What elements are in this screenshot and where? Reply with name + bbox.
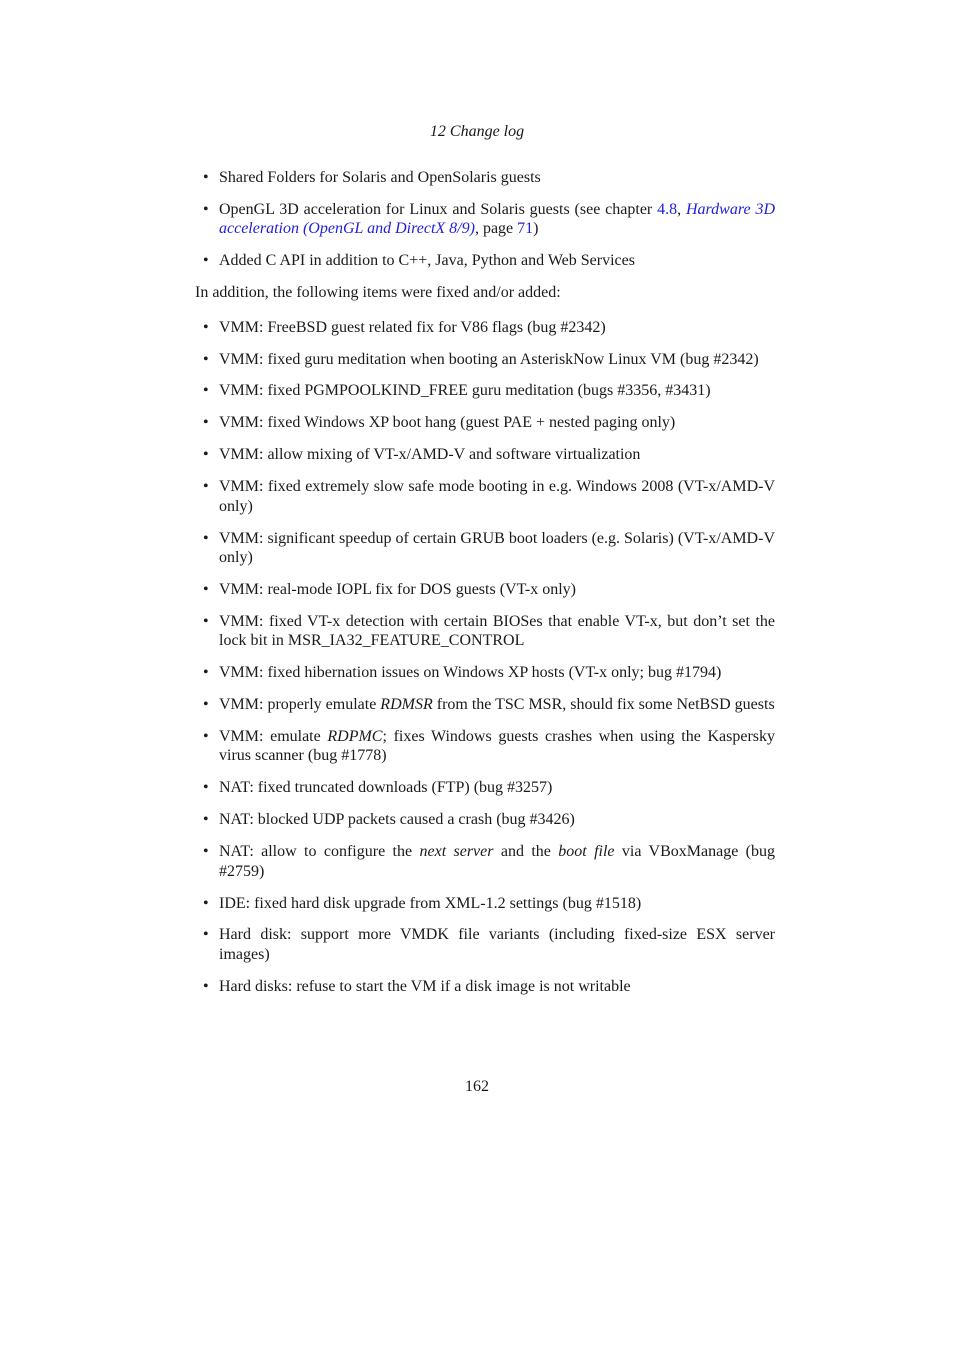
rdmsr-term: RDMSR bbox=[380, 696, 433, 714]
bullet-icon: • bbox=[203, 843, 209, 861]
list-item: • VMM: fixed VT-x detection with certain BIOSes that enable VT-x, but don’t set the lock bit in MSR_IA32_FEATURE_CONTROL bbox=[203, 612, 775, 650]
list-item-nat-config: • NAT: allow to configure the next server and the boot file via VBoxManage (bug #2759) bbox=[203, 843, 776, 880]
list-item: • VMM: significant speedup of certain GRUB boot loaders (e.g. Solaris) (VT-x/AMD-V only) bbox=[203, 529, 775, 567]
rdpmc-term: RDPMC bbox=[327, 727, 383, 745]
list-item: • VMM: FreeBSD guest related fix for V86 flags (bug #2342) bbox=[203, 318, 606, 336]
bullet-icon: • bbox=[203, 200, 209, 218]
list-item: • NAT: blocked UDP packets caused a crash (bug #3426) bbox=[203, 811, 575, 829]
bullet-icon: • bbox=[203, 478, 209, 496]
list-item: • NAT: fixed truncated downloads (FTP) (bug #3257) bbox=[203, 779, 553, 797]
bullet-icon: • bbox=[203, 350, 209, 368]
bullet-icon: • bbox=[203, 779, 209, 797]
bullet-icon: • bbox=[203, 727, 209, 745]
bullet-icon: • bbox=[203, 529, 209, 547]
list-item-rdpmc: • VMM: emulate RDPMC; fixes Windows guests crashes when using the Kaspersky virus scanner (bug #1778) bbox=[203, 727, 776, 765]
running-head: 12 Change log bbox=[429, 123, 525, 140]
list-item: • Shared Folders for Solaris and OpenSolaris guests bbox=[203, 169, 541, 186]
next-server-term: next server bbox=[419, 843, 494, 861]
list-item: • VMM: allow mixing of VT-x/AMD-V and software virtualization bbox=[203, 446, 641, 464]
bullet-icon: • bbox=[203, 664, 209, 682]
bullet-icon: • bbox=[203, 318, 209, 336]
list-item: • VMM: fixed extremely slow safe mode booting in e.g. Windows 2008 (VT-x/AMD-V only) bbox=[203, 478, 775, 515]
list-item: • VMM: fixed hibernation issues on Windows XP hosts (VT-x only; bug #1794) bbox=[203, 664, 722, 682]
boot-file-term: boot file bbox=[558, 843, 615, 861]
list-item: • VMM: real-mode IOPL fix for DOS guests (VT-x only) bbox=[203, 580, 576, 598]
section-title-link[interactable]: Hardware 3D acceleration (OpenGL and DirectX 8/9) bbox=[219, 200, 775, 238]
bullet-icon: • bbox=[203, 894, 209, 912]
bullet-icon: • bbox=[203, 580, 209, 598]
page-link[interactable]: 71 bbox=[517, 220, 534, 238]
bullet-icon: • bbox=[203, 612, 209, 630]
list-item: • Hard disks: refuse to start the VM if a disk image is not writable bbox=[203, 977, 631, 995]
intro-paragraph: In addition, the following items were fixed and/or added: bbox=[195, 284, 561, 302]
page-number: 162 bbox=[465, 1078, 489, 1095]
bullet-icon: • bbox=[203, 252, 209, 270]
list-item: • Added C API in addition to C++, Java, Python and Web Services bbox=[203, 252, 635, 270]
bullet-icon: • bbox=[203, 926, 209, 944]
chapter-link[interactable]: 4.8 bbox=[657, 200, 678, 218]
page-body bbox=[195, 168, 775, 1009]
list-item-opengl: • OpenGL 3D acceleration for Linux and Solaris guests (see chapter 4.8, Hardware 3D acceleration (OpenGL and DirectX 8/9), page 71) bbox=[203, 200, 775, 238]
bullet-icon: • bbox=[203, 446, 209, 464]
bullet-icon: • bbox=[203, 169, 209, 186]
list-item-rdmsr: • VMM: properly emulate RDMSR from the TSC MSR, should fix some NetBSD guests bbox=[203, 696, 775, 714]
list-item: • VMM: fixed guru meditation when booting an AsteriskNow Linux VM (bug #2342) bbox=[203, 350, 759, 368]
fix-list bbox=[195, 318, 775, 997]
bullet-icon: • bbox=[203, 414, 209, 432]
list-item: • VMM: fixed PGMPOOLKIND_FREE guru meditation (bugs #3356, #3431) bbox=[203, 382, 711, 400]
bullet-icon: • bbox=[203, 977, 209, 995]
list-item: • IDE: fixed hard disk upgrade from XML-1.2 settings (bug #1518) bbox=[203, 894, 642, 912]
list-item: • Hard disk: support more VMDK file variants (including fixed-size ESX server images) bbox=[203, 926, 775, 963]
list-item: • VMM: fixed Windows XP boot hang (guest PAE + nested paging only) bbox=[203, 414, 676, 432]
bullet-icon: • bbox=[203, 382, 209, 400]
bullet-icon: • bbox=[203, 696, 209, 714]
bullet-icon: • bbox=[203, 811, 209, 829]
feature-list bbox=[195, 168, 775, 271]
